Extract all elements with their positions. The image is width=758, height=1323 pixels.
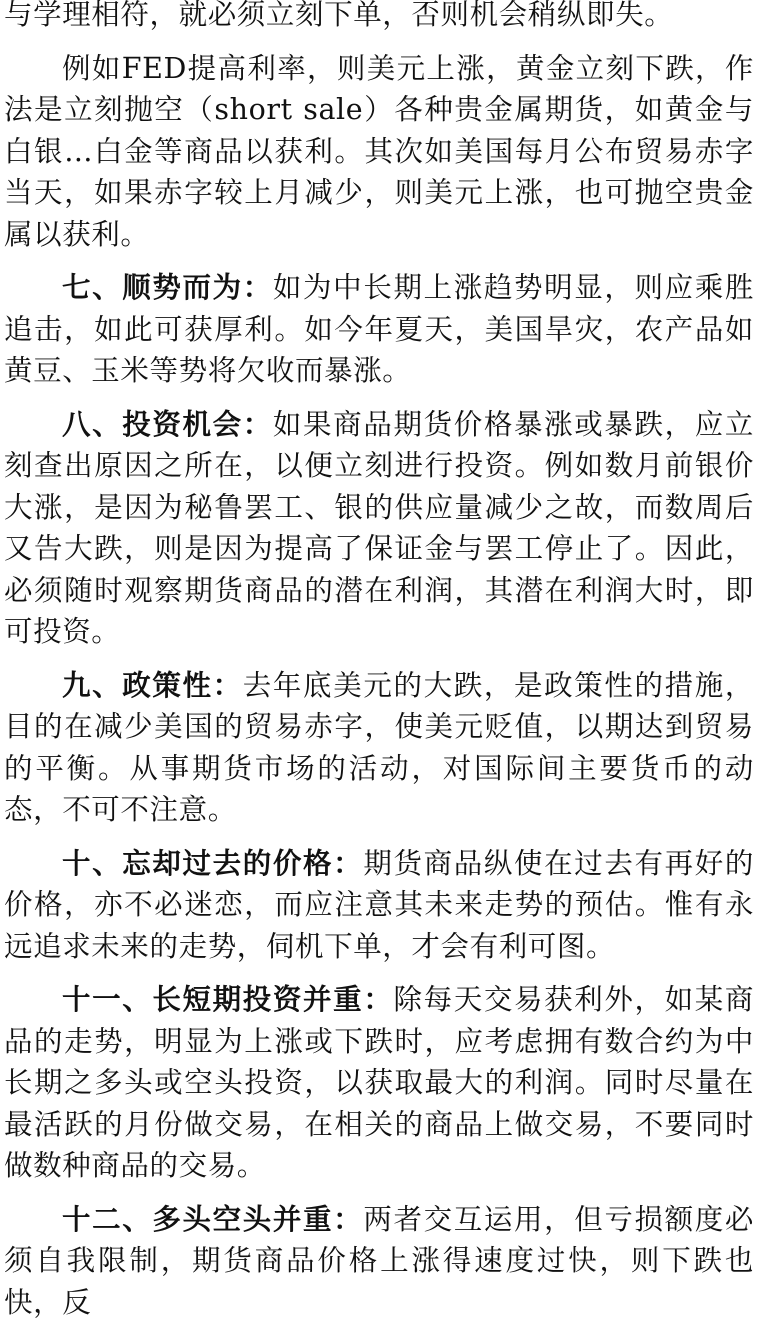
paragraph-continuation bbox=[4, 0, 754, 36]
paragraph-text: 两者交互运用，但亏损额度必须自我限制，期货商品价格上涨得速度过快，则下跌也快，反 bbox=[4, 1203, 754, 1319]
section-heading: 十、忘却过去的价格： bbox=[62, 847, 363, 880]
paragraph-section-12 bbox=[4, 1199, 754, 1323]
paragraph-text: 与学理相符，就必须立刻下单，否则机会稍纵即失。 bbox=[4, 0, 673, 31]
paragraph-text: 如为中长期上涨趋势明显，则应乘胜追击，如此可获厚利。如今年夏天，美国旱灾，农产品如黄豆、玉米等势将欠收而暴涨。 bbox=[4, 271, 754, 387]
paragraph-section-9 bbox=[4, 665, 754, 831]
section-heading: 九、政策性： bbox=[62, 669, 243, 702]
paragraph-section-7 bbox=[4, 267, 754, 392]
paragraph-text: 例如FED提高利率，则美元上涨，黄金立刻下跌，作法是立刻抛空（short sale）各种贵金属期货，如黄金与白银…白金等商品以获利。其次如美国每月公布贸易赤字当天，如果赤字较上月减少，则美元上涨，也可抛空贵金属以获利。 bbox=[4, 52, 754, 251]
paragraph-text: 除每天交易获利外，如某商品的走势，明显为上涨或下跌时，应考虑拥有数合约为中长期之多头或空头投资，以获取最大的利润。同时尽量在最活跃的月份做交易，在相关的商品上做交易，不要同时做数种商品的交易。 bbox=[4, 983, 754, 1182]
section-heading: 七、顺势而为： bbox=[62, 271, 273, 304]
paragraph-text: 去年底美元的大跌，是政策性的措施，目的在减少美国的贸易赤字，使美元贬值，以期达到贸易的平衡。从事期货市场的活动，对国际间主要货币的动态，不可不注意。 bbox=[4, 669, 754, 827]
paragraph-fed-example bbox=[4, 48, 754, 256]
section-heading: 十二、多头空头并重： bbox=[62, 1203, 363, 1236]
section-heading: 十一、长短期投资并重： bbox=[62, 983, 393, 1016]
section-heading: 八、投资机会： bbox=[62, 408, 273, 441]
paragraph-text: 如果商品期货价格暴涨或暴跌，应立刻查出原因之所在，以便立刻进行投资。例如数月前银价大涨，是因为秘鲁罢工、银的供应量减少之故，而数周后又告大跌，则是因为提高了保证金与罢工停止了。因此，必须随时观察期货商品的潜在利润，其潜在利润大时，即可投资。 bbox=[4, 408, 754, 649]
paragraph-section-10 bbox=[4, 843, 754, 968]
paragraph-text: 期货商品纵使在过去有再好的价格，亦不必迷恋，而应注意其未来走势的预估。惟有永远追求未来的走势，伺机下单，才会有利可图。 bbox=[4, 847, 754, 963]
paragraph-section-8 bbox=[4, 404, 754, 653]
paragraph-section-11 bbox=[4, 979, 754, 1187]
